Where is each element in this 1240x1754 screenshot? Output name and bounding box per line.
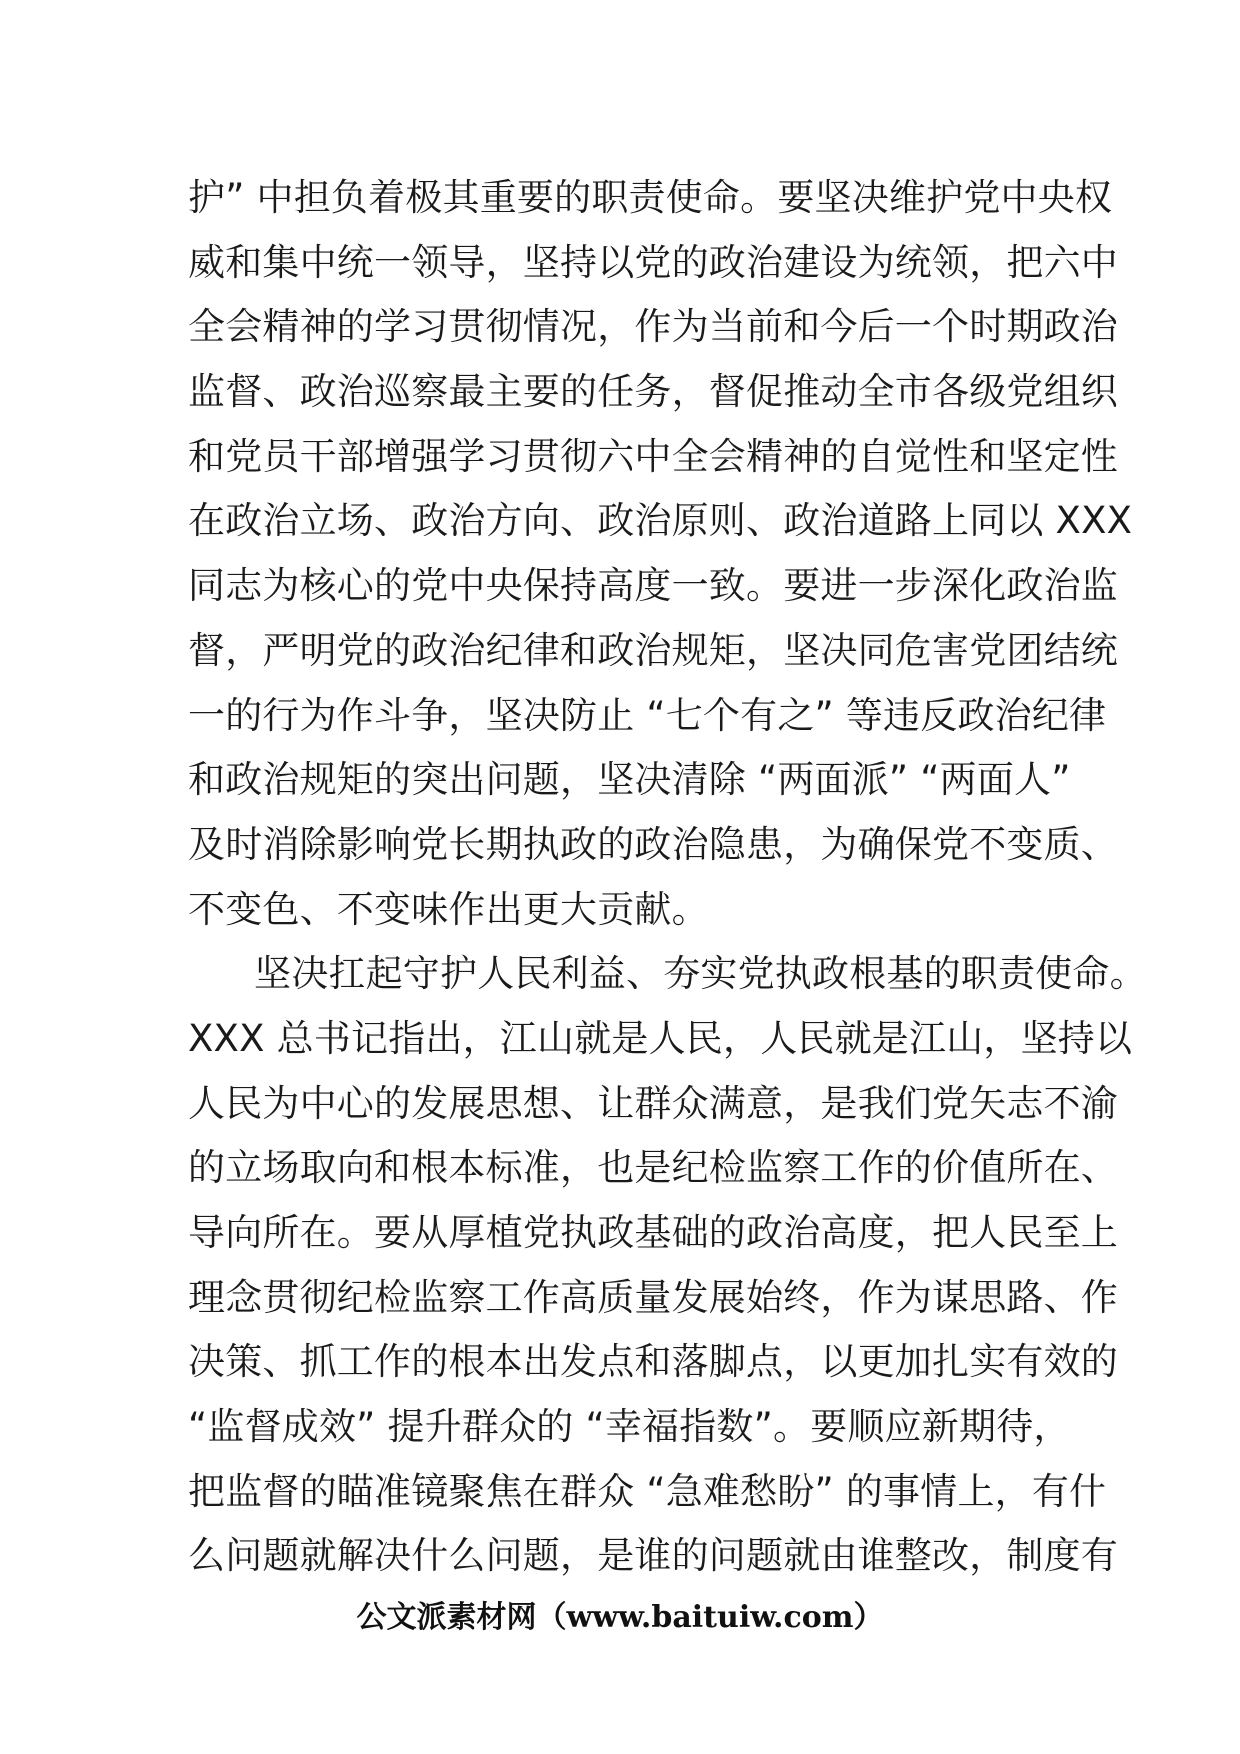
text-line: 一的行为作斗争，坚决防止 “七个有之” 等违反政治纪律 (188, 693, 1107, 737)
text-line: 在政治立场、政治方向、政治原则、政治道路上同以 XXX (188, 499, 1133, 543)
text-line: “监督成效” 提升群众的 “幸福指数”。要顺应新期待， (188, 1405, 1071, 1449)
text-line: 决策、抓工作的根本出发点和落脚点，以更加扎实有效的 (188, 1340, 1118, 1384)
text-line: 么问题就解决什么问题，是谁的问题就由谁整改，制度有 (188, 1534, 1118, 1578)
text-line: 和政治规矩的突出问题，坚决清除 “两面派” “两面人” (188, 758, 1071, 802)
text-line: 理念贯彻纪检监察工作高质量发展始终，作为谋思路、作 (188, 1275, 1118, 1319)
text-line: XXX 总书记指出，江山就是人民，人民就是江山，坚持以 (188, 1016, 1133, 1060)
text-line: 及时消除影响党长期执政的政治隐患，为确保党不变质、 (188, 822, 1118, 866)
text-line: 导向所在。要从厚植党执政基础的政治高度，把人民至上 (188, 1211, 1118, 1254)
text-line: 护” 中担负着极其重要的职责使命。要坚决维护党中央权 (188, 176, 1113, 219)
page-footer-source: 公文派素材网（www.baituiw.com） (356, 1600, 884, 1635)
text-line: 和党员干部增强学习贯彻六中全会精神的自觉性和坚定性 (188, 434, 1118, 478)
text-line: 督，严明党的政治纪律和政治规矩，坚决同危害党团结统 (188, 628, 1118, 672)
text-line: 全会精神的学习贯彻情况，作为当前和今后一个时期政治 (188, 305, 1118, 349)
text-line: 人民为中心的发展思想、让群众满意，是我们党矢志不渝 (188, 1081, 1118, 1125)
text-line: 把监督的瞄准镜聚焦在群众 “急难愁盼” 的事情上，有什 (188, 1469, 1107, 1513)
document-body (188, 166, 1147, 1589)
text-line: 不变色、不变味作出更大贡献。 (188, 887, 709, 931)
text-line: 的立场取向和根本标准，也是纪检监察工作的价值所在、 (188, 1146, 1118, 1190)
text-line: 威和集中统一领导，坚持以党的政治建设为统领，把六中 (188, 240, 1118, 284)
text-line: 监督、政治巡察最主要的任务，督促推动全市各级党组织 (188, 370, 1118, 414)
text-line: 同志为核心的党中央保持高度一致。要进一步深化政治监 (188, 564, 1118, 608)
paragraph-first-line: 坚决扛起守护人民利益、夯实党执政根基的职责使命。 (254, 952, 1147, 996)
